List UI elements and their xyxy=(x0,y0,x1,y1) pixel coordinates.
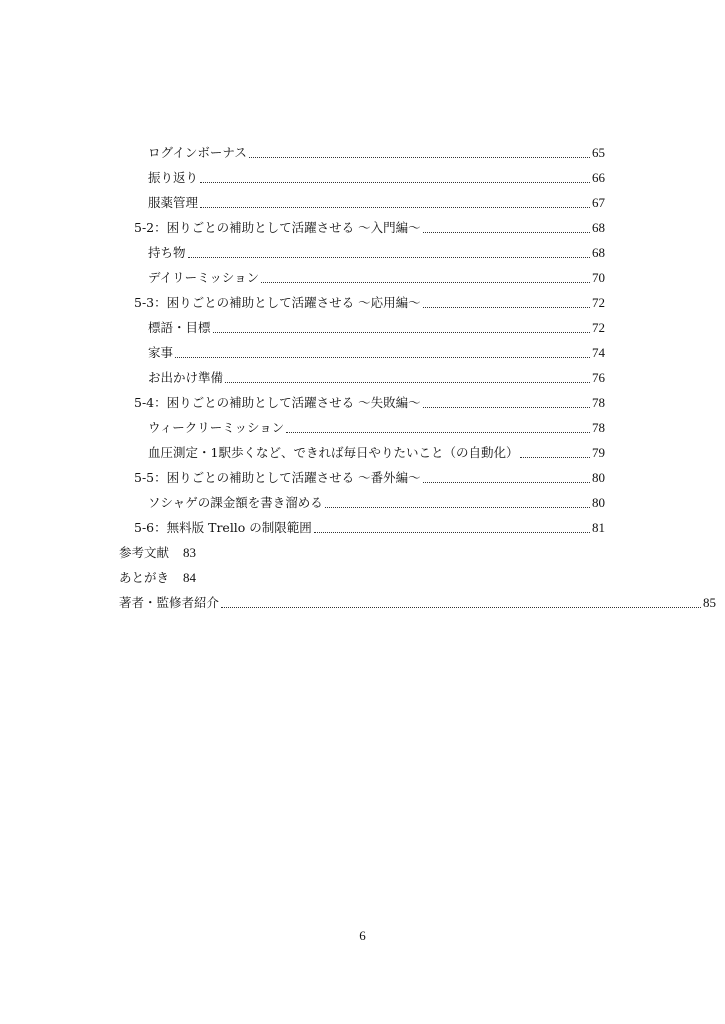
toc-chapter-entry[interactable] xyxy=(119,592,716,614)
toc-entry-page: 80 xyxy=(592,470,605,485)
toc-entry-page: 83 xyxy=(183,545,197,560)
toc-entry-page: 76 xyxy=(592,370,605,385)
toc-chapter-entry[interactable] xyxy=(119,542,196,564)
toc-entry-label: 5-2：困りごとの補助として活躍させる ～入門編～ xyxy=(134,220,421,235)
toc-section-entry[interactable] xyxy=(134,467,605,489)
toc-entry[interactable] xyxy=(148,267,605,289)
toc-entry-label: ソシャゲの課金額を書き溜める xyxy=(148,495,323,510)
dot-leader xyxy=(221,607,701,608)
toc-entry[interactable] xyxy=(148,317,605,339)
dot-leader xyxy=(286,432,590,433)
toc-entry-label: ログインボーナス xyxy=(148,145,247,160)
toc-entry-label: 血圧測定・1駅歩くなど、できれば毎日やりたいこと（の自動化） xyxy=(148,445,519,460)
toc-entry-page: 72 xyxy=(592,320,605,335)
toc-entry-label: デイリーミッション xyxy=(148,270,260,285)
toc-entry-page: 78 xyxy=(592,395,605,410)
dot-leader xyxy=(249,157,590,158)
toc-entry-label: 持ち物 xyxy=(148,245,186,260)
toc-section-entry[interactable] xyxy=(134,517,605,539)
dot-leader xyxy=(175,357,590,358)
toc-entry-page: 84 xyxy=(183,570,197,585)
toc-entry-label: 家事 xyxy=(148,345,174,360)
toc-entry[interactable] xyxy=(148,167,605,189)
toc-entry-page: 78 xyxy=(592,420,605,435)
toc-entry-page: 80 xyxy=(592,495,605,510)
toc-entry[interactable] xyxy=(148,242,605,264)
toc-entry-page: 70 xyxy=(592,270,605,285)
toc-chapter-entry[interactable] xyxy=(119,567,196,589)
toc-section-entry[interactable] xyxy=(134,392,605,414)
toc-entry[interactable] xyxy=(148,342,605,364)
toc-entry-page: 65 xyxy=(592,145,605,160)
toc-section-entry[interactable] xyxy=(134,217,605,239)
dot-leader xyxy=(225,382,590,383)
page-number: 6 xyxy=(359,928,366,943)
dot-leader xyxy=(423,307,590,308)
toc-entry-page: 68 xyxy=(592,220,605,235)
toc-entry-label: 5-4：困りごとの補助として活躍させる ～失敗編～ xyxy=(134,395,421,410)
dot-leader xyxy=(423,407,590,408)
dot-leader xyxy=(423,482,590,483)
toc-entry[interactable] xyxy=(148,492,605,514)
toc-entry[interactable] xyxy=(148,192,605,214)
toc-entry-label: 標語・目標 xyxy=(148,320,211,335)
toc-entry-label: 著者・監修者紹介 xyxy=(119,595,220,610)
dot-leader xyxy=(314,532,590,533)
dot-leader xyxy=(520,457,590,458)
toc-entry-label: 5-3：困りごとの補助として活躍させる ～応用編～ xyxy=(134,295,421,310)
toc-entry-page: 68 xyxy=(592,245,605,260)
toc-entry-page: 72 xyxy=(592,295,605,310)
toc-entry-label: 5-5：困りごとの補助として活躍させる ～番外編～ xyxy=(134,470,421,485)
toc-entry[interactable] xyxy=(148,417,605,439)
toc-section-entry[interactable] xyxy=(134,292,605,314)
toc-entry-page: 85 xyxy=(703,595,716,610)
toc-entry-page: 66 xyxy=(592,170,605,185)
toc-entry[interactable] xyxy=(148,442,605,464)
toc-entry-label: お出かけ準備 xyxy=(148,370,224,385)
toc-entry-label: ウィークリーミッション xyxy=(148,420,285,435)
toc-entry-label: 5-6：無料版 Trello の制限範囲 xyxy=(134,520,312,535)
toc-entry-label: あとがき xyxy=(119,570,170,585)
dot-leader xyxy=(188,257,590,258)
dot-leader xyxy=(200,182,590,183)
dot-leader xyxy=(200,207,590,208)
toc-entry-label: 振り返り xyxy=(148,170,199,185)
dot-leader xyxy=(325,507,590,508)
toc-entry-label: 服薬管理 xyxy=(148,195,199,210)
toc-entry-page: 81 xyxy=(592,520,605,535)
dot-leader xyxy=(423,232,590,233)
toc-entry[interactable] xyxy=(148,142,605,164)
toc-entry-page: 67 xyxy=(592,195,605,210)
toc-entry-page: 74 xyxy=(592,345,605,360)
dot-leader xyxy=(213,332,590,333)
toc-entry[interactable] xyxy=(148,367,605,389)
dot-leader xyxy=(261,282,590,283)
toc-entry-page: 79 xyxy=(592,445,605,460)
toc-entry-label: 参考文献 xyxy=(119,545,170,560)
